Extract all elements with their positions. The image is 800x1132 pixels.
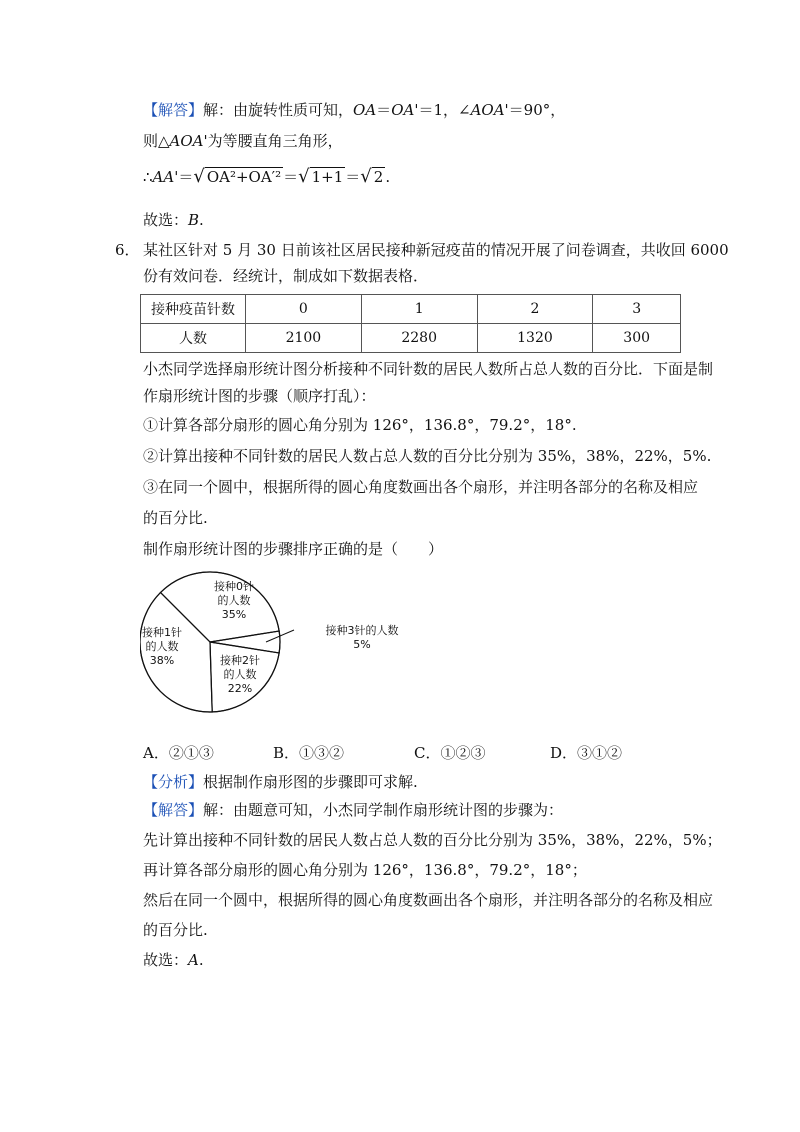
text: 为等腰直角三角形， [207, 132, 343, 150]
text: ＝90°， [508, 101, 566, 119]
answer-letter: A [188, 951, 199, 969]
solution-line5: 的百分比. [143, 921, 208, 939]
table-row [141, 295, 681, 324]
choice-d[interactable]: D．③①② [550, 744, 623, 762]
pie-label: 接种1针的人数 38% [142, 626, 182, 667]
math-var: AOA' [470, 101, 509, 119]
solution-line3: 再计算各部分扇形的圆心角分别为 126°，136.8°，79.2°，18°； [143, 861, 587, 879]
table-cell: 1 [361, 295, 477, 324]
analysis-line [143, 772, 418, 792]
math-var: AA' [152, 168, 179, 186]
table-cell: 300 [593, 324, 681, 353]
paragraph-line: 作扇形统计图的步骤（顺序打乱）： [143, 387, 376, 405]
solution-tag: 【解答】 [143, 801, 204, 819]
text: 故选： [143, 211, 189, 229]
choice-c[interactable]: C．①②③ [414, 744, 486, 762]
text: 故选： [143, 951, 189, 969]
math-var: OA' [391, 101, 419, 119]
vaccine-data-table [140, 294, 681, 353]
text: ＝ [376, 101, 392, 119]
table-cell: 人数 [141, 324, 246, 353]
question-number: 6． [115, 241, 140, 259]
pie-label: 接种0针的人数 35% [214, 580, 254, 621]
sqrt-sign: √ [298, 166, 310, 187]
final-answer [143, 950, 204, 970]
pie-slice [210, 631, 280, 653]
table-cell: 3 [593, 295, 681, 324]
radicand: 1+1 [311, 168, 344, 186]
answer5-line2 [143, 131, 343, 151]
answer-letter: B [188, 211, 200, 229]
table-cell: 2100 [246, 324, 362, 353]
text: . [199, 211, 204, 229]
text: ＝1，∠ [418, 101, 471, 119]
question-ask: 制作扇形统计图的步骤排序正确的是（ ） [143, 540, 444, 558]
pie-label: 接种2针的人数 22% [220, 654, 260, 695]
pie-label: 接种3针的人数 5% [325, 624, 399, 651]
math-var: OA [353, 101, 377, 119]
solution-text: 解：由题意可知，小杰同学制作扇形统计图的步骤为： [203, 801, 564, 819]
answer5-line1 [143, 100, 565, 120]
text: . [198, 951, 204, 969]
table-cell: 1320 [477, 324, 593, 353]
table-cell: 2 [477, 295, 593, 324]
sqrt-sign: √ [193, 166, 205, 187]
answer5-line3 [143, 167, 390, 187]
solution-line4: 然后在同一个圆中，根据所得的圆心角度数画出各个扇形，并注明各部分的名称及相应 [143, 891, 714, 909]
answer-tag: 【解答】 [143, 101, 204, 119]
solution-line2: 先计算出接种不同针数的居民人数占总人数的百分比分别为 35%，38%，22%，5%； [143, 831, 722, 849]
sqrt-sign: √ [360, 166, 372, 187]
analysis-text: 根据制作扇形图的步骤即可求解. [203, 773, 418, 791]
paragraph-line: 小杰同学选择扇形统计图分析接种不同针数的居民人数所占总人数的百分比．下面是制 [143, 360, 714, 378]
table-row [141, 324, 681, 353]
question-stem-line2: 份有效问卷．经统计，制成如下数据表格． [143, 267, 429, 285]
question-stem-line1: 某社区针对 5 月 30 日前该社区居民接种新冠疫苗的情况开展了问卷调查，共收回 6000 [143, 241, 729, 259]
text: 解：由旋转性质可知， [203, 101, 354, 119]
table-cell: 2280 [361, 324, 477, 353]
text: ＝ [178, 168, 194, 186]
math-var: AOA' [169, 132, 208, 150]
text: 则△ [143, 132, 170, 150]
answer5-conclusion [143, 210, 204, 230]
text: ＝ [283, 168, 299, 186]
table-cell: 接种疫苗针数 [141, 295, 246, 324]
step-2: ②计算出接种不同针数的居民人数占总人数的百分比分别为 35%，38%，22%，5%. [143, 447, 712, 465]
solution-line1 [143, 800, 563, 820]
choice-b[interactable]: B．①③② [273, 744, 345, 762]
step-3: ③在同一个圆中，根据所得的圆心角度数画出各个扇形，并注明各部分的名称及相应 [143, 478, 699, 496]
text: . [385, 168, 391, 186]
text: ＝ [345, 168, 361, 186]
radicand: OA²+OA′² [206, 168, 282, 186]
pie-chart [140, 562, 410, 722]
step-1: ①计算各部分扇形的圆心角分别为 126°，136.8°，79.2°，18°. [143, 416, 577, 434]
step-3-cont: 的百分比. [143, 509, 208, 527]
choice-a[interactable]: A．②①③ [143, 744, 214, 762]
analysis-tag: 【分析】 [143, 773, 204, 791]
radicand: 2 [373, 168, 384, 186]
text: ∴ [143, 168, 153, 186]
table-cell: 0 [246, 295, 362, 324]
